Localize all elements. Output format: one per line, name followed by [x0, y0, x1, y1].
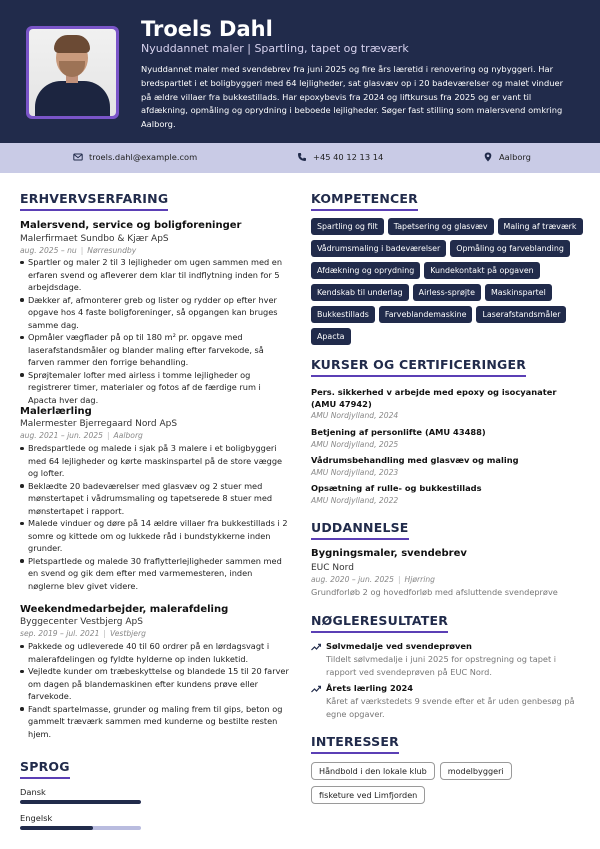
- job-meta: sep. 2019 – jul. 2021 | Vestbjerg: [20, 629, 146, 638]
- skill-chip: Kundekontakt på opgaven: [424, 262, 539, 279]
- phone-text: +45 40 12 13 14: [313, 152, 384, 162]
- job-bullets: [20, 640, 290, 740]
- courses-heading: KURSER OG CERTIFICERINGER: [311, 357, 526, 372]
- phone-icon: [297, 152, 307, 162]
- education-heading: UDDANNELSE: [311, 520, 409, 535]
- skill-chip: Maling af træværk: [498, 218, 583, 235]
- course-meta: AMU Nordjylland, 2025: [311, 440, 399, 449]
- language-level-bar: [20, 800, 141, 804]
- list-item: Pakkede og udleverede 40 til 60 ordrer på en lørdagsvagt i malerafdelingen og fyldte hylderne op inden lukketid.: [20, 640, 290, 665]
- interest-tag: fisketure ved Limfjorden: [311, 786, 425, 804]
- job-company: Malermester Bjerregaard Nord ApS: [20, 419, 178, 429]
- education-description: Grundforløb 2 og hovedforløb med afsluttende svendeprøve: [311, 587, 558, 597]
- skills-heading: KOMPETENCER: [311, 191, 418, 206]
- course-meta: AMU Nordjylland, 2023: [311, 468, 399, 477]
- trend-up-icon: [311, 685, 321, 693]
- course-title: Vådrumsbehandling med glasvæv og maling: [311, 455, 519, 465]
- email-text: troels.dahl@example.com: [89, 152, 198, 162]
- list-item: Beklædte 20 badeværelser med glasvæv og 2 stuer med mønstertapet i vådrumsmaling og tapetserede 8 stuer med mønstertapet i rapport.: [20, 480, 290, 518]
- job-company: Malerfirmaet Sundbo & Kjær ApS: [20, 234, 169, 244]
- language-level-bar: [20, 826, 141, 830]
- trend-up-icon: [311, 643, 321, 651]
- interests-heading: INTERESSER: [311, 734, 399, 749]
- skill-chip: Kendskab til underlag: [311, 284, 409, 301]
- school-name: EUC Nord: [311, 563, 354, 573]
- course-meta: AMU Nordjylland, 2022: [311, 496, 399, 505]
- list-item: Bredspartlede og malede i sjak på 3 malere i et boligbyggeri med 64 lejligheder og kørte maskinspartel på de store vægge og lofter.: [20, 442, 290, 480]
- list-item: Opmåler vægflader på op til 180 m² pr. opgave med laserafstandsmåler og blander maling efter farvekode, så farven rammer den forrige behandling.: [20, 331, 290, 369]
- skill-chip: Farveblandemaskine: [379, 306, 473, 323]
- mail-icon: [73, 152, 83, 162]
- skill-chip: Bukkestillads: [311, 306, 375, 323]
- profile-summary: Nyuddannet maler med svendebrev fra juni 2025 og fire års læretid i renovering og nybyggeri. Har bredspartlet i et boligbyggeri med 64 lejligheder, sat glasvæv op i 20 badeværelser og malet vinduer på ældre villaer fra bukkestillads. Har epoxybevis fra 2024 og liftkursus fra 2025 og er vant til afdækning, opmåling og oprydning i beboede lejligheder. Søger fast stilling som malersvend omkring Aalborg.: [141, 64, 563, 130]
- key-result-title: Årets lærling 2024: [326, 683, 414, 693]
- candidate-name: Troels Dahl: [141, 17, 273, 41]
- language-name: Dansk: [20, 787, 46, 797]
- interest-tag: modelbyggeri: [440, 762, 512, 780]
- location-text: Aalborg: [499, 152, 531, 162]
- list-item: Malede vinduer og døre på 14 ældre villaer fra bukkestillads i 2 somre og kittede om og lukkede råd i bundstykkerne inden grunder.: [20, 517, 290, 555]
- experience-heading: ERHVERVSERFARING: [20, 191, 168, 206]
- skill-chip: Spartling og filt: [311, 218, 384, 235]
- contact-email[interactable]: [73, 152, 197, 162]
- location-pin-icon: [483, 152, 493, 162]
- skill-chip: Afdækning og oprydning: [311, 262, 420, 279]
- skill-chip: Laserafstandsmåler: [476, 306, 566, 323]
- list-item: Vejledte kunder om træbeskyttelse og blandede 15 til 20 farver om dagen på blandemaskinen efter kundens prøve eller farvekode.: [20, 665, 290, 703]
- list-item: Dækker af, afmonterer greb og lister og rydder op efter hver opgave hos 4 faste boligforeninger, så opgangen kan bruges samme dag.: [20, 294, 290, 332]
- contact-location: [483, 152, 531, 162]
- course-title: Opsætning af rulle- og bukkestillads: [311, 483, 482, 493]
- interest-tag: Håndbold i den lokale klub: [311, 762, 435, 780]
- skill-chip: Maskinspartel: [485, 284, 552, 301]
- job-bullets: [20, 442, 290, 592]
- key-result-description: Tildelt sølvmedalje i juni 2025 for opstregning og tapet i rapport ved svendeprøven på EUC Nord.: [326, 654, 557, 677]
- list-item: Pletspartlede og malede 30 fraflytterlejligheder sammen med en svend og gik dem efter med varmemesteren, inden nøglerne blev givet videre.: [20, 555, 290, 593]
- course-title: Pers. sikkerhed v arbejde med epoxy og isocyanater (AMU 47942): [311, 387, 557, 409]
- education-meta: aug. 2020 – jun. 2025 | Hjørring: [311, 575, 435, 584]
- candidate-title: Nyuddannet maler | Spartling, tapet og træværk: [141, 42, 409, 55]
- course-title: Betjening af personlifte (AMU 43488): [311, 427, 486, 437]
- contact-phone[interactable]: [297, 152, 383, 162]
- interests-list: [311, 762, 581, 804]
- course-meta: AMU Nordjylland, 2024: [311, 411, 399, 420]
- job-title: Malersvend, service og boligforeninger: [20, 220, 242, 231]
- skill-chip: Tapetsering og glasvæv: [388, 218, 494, 235]
- key-result-title: Sølvmedalje ved svendeprøven: [326, 641, 472, 651]
- job-meta: aug. 2025 – nu | Nørresundby: [20, 246, 137, 255]
- list-item: Sprøjtemaler lofter med airless i tomme lejligheder og registrerer timer, materialer og fotos af de færdige rum i Apacta hver dag.: [20, 369, 290, 407]
- profile-photo: [26, 26, 119, 119]
- skill-chip: Opmåling og farveblanding: [450, 240, 570, 257]
- languages-heading: SPROG: [20, 759, 70, 774]
- job-meta: aug. 2021 – jun. 2025 | Aalborg: [20, 431, 143, 440]
- job-title: Weekendmedarbejder, malerafdeling: [20, 604, 229, 615]
- skill-chip: Vådrumsmaling i badeværelser: [311, 240, 446, 257]
- key-results-heading: NØGLERESULTATER: [311, 613, 448, 628]
- job-title: Malerlærling: [20, 406, 92, 417]
- language-name: Engelsk: [20, 813, 53, 823]
- skill-chip: Apacta: [311, 328, 351, 345]
- list-item: Spartler og maler 2 til 3 lejligheder om ugen sammen med en erfaren svend og afleverer dem klar til indflytning inden for 5 arbejdsdage.: [20, 256, 290, 294]
- contact-bar: [0, 143, 600, 173]
- skill-chip: Airless-sprøjte: [413, 284, 481, 301]
- job-company: Byggecenter Vestbjerg ApS: [20, 617, 143, 627]
- header-banner: [0, 0, 600, 143]
- degree-title: Bygningsmaler, svendebrev: [311, 548, 467, 559]
- list-item: Fandt spartelmasse, grunder og maling frem til gips, beton og gammelt træværk sammen med kunderne og bestilte resten hjem.: [20, 703, 290, 741]
- skills-list: [311, 218, 591, 345]
- job-bullets: [20, 256, 290, 406]
- key-result-description: Kåret af værkstedets 9 svende efter et år uden genbesøg på egne opgaver.: [326, 696, 575, 719]
